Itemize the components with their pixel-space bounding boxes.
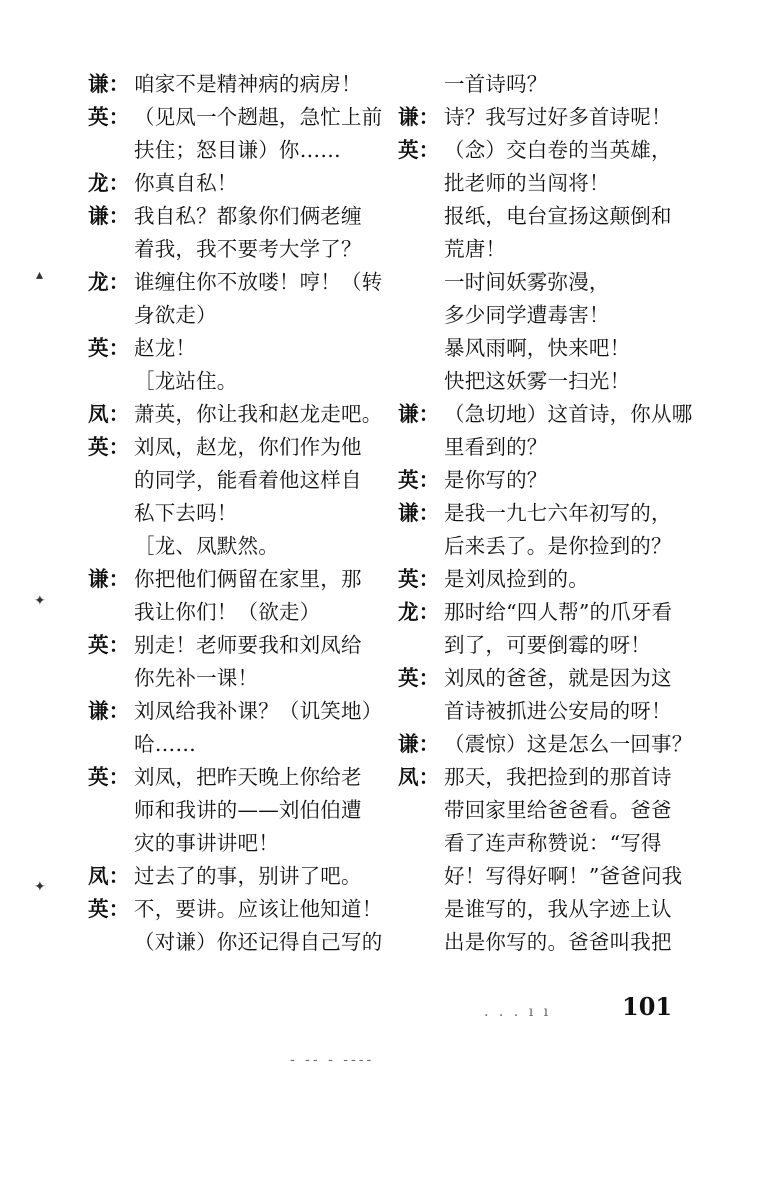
line-text: 着我，我不要考大学了？ <box>134 237 362 261</box>
dialogue-line <box>398 662 698 695</box>
dialogue-line <box>88 794 388 827</box>
margin-mark: ▴ <box>36 267 44 283</box>
speaker-label: 谦： <box>88 699 130 723</box>
speaker-label: 英： <box>88 435 130 459</box>
line-text: 看了连声称赞说：“写得 <box>444 831 662 855</box>
line-text: 你先补一课！ <box>134 666 259 690</box>
line-text: 批老师的当闯将！ <box>444 171 610 195</box>
margin-mark: ✦ <box>34 593 46 609</box>
dialogue-line <box>88 134 388 167</box>
speaker-label: 谦： <box>398 402 440 426</box>
dialogue-line <box>398 926 698 959</box>
line-text: 过去了的事，别讲了吧。 <box>134 864 362 888</box>
line-text: 里看到的？ <box>444 435 548 459</box>
line-text: 扶住；怒目谦）你…… <box>134 138 341 162</box>
speaker-label: 谦： <box>88 72 130 96</box>
dialogue-line <box>88 662 388 695</box>
dialogue-line <box>398 827 698 860</box>
dialogue-line <box>398 233 698 266</box>
line-text: 赵龙！ <box>134 336 197 360</box>
dialogue-line <box>88 398 388 431</box>
line-text: 不，要讲。应该让他知道！ <box>134 897 383 921</box>
dialogue-line <box>398 860 698 893</box>
speaker-label: 龙： <box>398 600 440 624</box>
line-text: 是我一九七六年初写的， <box>444 501 672 525</box>
dialogue-line <box>88 464 388 497</box>
dialogue-line <box>398 728 698 761</box>
line-text: 我让你们！（欲走） <box>134 600 321 624</box>
line-text: 别走！老师要我和刘凤给 <box>134 633 362 657</box>
line-text: 一时间妖雾弥漫， <box>444 270 610 294</box>
dialogue-line <box>398 761 698 794</box>
line-text: 你把他们俩留在家里，那 <box>134 567 362 591</box>
line-text: 谁缠住你不放喽！哼！（转 <box>134 270 383 294</box>
speaker-label: 谦： <box>398 501 440 525</box>
speaker-label: 英： <box>398 567 440 591</box>
line-text: 咱家不是精神病的病房！ <box>134 72 362 96</box>
page-number: 101 <box>622 992 673 1021</box>
line-text: 暴风雨啊，快来吧！ <box>444 336 631 360</box>
line-text: 多少同学遭毒害！ <box>444 303 610 327</box>
speaker-label: 凤： <box>88 864 130 888</box>
dialogue-line <box>398 101 698 134</box>
speaker-label: 英： <box>88 633 130 657</box>
line-text: 到了，可要倒霉的呀！ <box>444 633 651 657</box>
dialogue-line <box>398 266 698 299</box>
line-text: 是谁写的，我从字迹上认 <box>444 897 672 921</box>
dialogue-line <box>398 200 698 233</box>
line-text: 私下去吗！ <box>134 501 238 525</box>
dialogue-line <box>88 926 388 959</box>
dialogue-line <box>88 299 388 332</box>
line-text: 身欲走） <box>134 303 217 327</box>
line-text: 那天，我把捡到的那首诗 <box>444 765 672 789</box>
line-text: 刘凤，赵龙，你们作为他 <box>134 435 362 459</box>
line-text: 刘凤给我补课？（讥笑地） <box>134 699 383 723</box>
dialogue-line <box>398 332 698 365</box>
dialogue-line <box>398 398 698 431</box>
dialogue-line <box>88 332 388 365</box>
line-text: 哈…… <box>134 732 197 756</box>
dialogue-line <box>88 530 388 563</box>
scan-dots: . . . ı ı <box>484 1004 552 1020</box>
line-text: 萧英，你让我和赵龙走吧。 <box>134 402 383 426</box>
speaker-label: 英： <box>88 336 130 360</box>
dialogue-line <box>398 629 698 662</box>
dialogue-line <box>88 497 388 530</box>
dialogue-line <box>88 761 388 794</box>
line-text: 你真自私！ <box>134 171 238 195</box>
dialogue-line <box>398 563 698 596</box>
dialogue-line <box>398 134 698 167</box>
dialogue-line <box>398 596 698 629</box>
line-text: 带回家里给爸爸看。爸爸 <box>444 798 672 822</box>
line-text: 出是你写的。爸爸叫我把 <box>444 930 672 954</box>
line-text: （对谦）你还记得自己写的 <box>134 930 383 954</box>
dialogue-line <box>88 728 388 761</box>
line-text: 刘凤，把昨天晚上你给老 <box>134 765 362 789</box>
speaker-label: 英： <box>398 468 440 492</box>
speaker-label: 英： <box>398 666 440 690</box>
dialogue-line <box>398 893 698 926</box>
dialogue-line <box>398 794 698 827</box>
speaker-label: 凤： <box>398 765 440 789</box>
dialogue-line <box>88 827 388 860</box>
dialogue-line <box>88 266 388 299</box>
dialogue-line <box>398 431 698 464</box>
dialogue-line <box>88 860 388 893</box>
dialogue-line <box>398 68 698 101</box>
line-text: 后来丢了。是你捡到的？ <box>444 534 672 558</box>
speaker-label: 龙： <box>88 270 130 294</box>
dialogue-line <box>398 497 698 530</box>
line-text: 是你写的？ <box>444 468 548 492</box>
dialogue-line <box>398 530 698 563</box>
speaker-label: 谦： <box>398 732 440 756</box>
speaker-label: 英： <box>88 105 130 129</box>
line-text: （震惊）这是怎么一回事？ <box>444 732 693 756</box>
speaker-label: 龙： <box>88 171 130 195</box>
line-text: 荒唐！ <box>444 237 507 261</box>
dialogue-line <box>88 365 388 398</box>
line-text: 诗？我写过好多首诗呢！ <box>444 105 672 129</box>
dialogue-line <box>88 101 388 134</box>
line-text: 师和我讲的——刘伯伯遭 <box>134 798 362 822</box>
line-text: 刘凤的爸爸，就是因为这 <box>444 666 672 690</box>
line-text: 好！写得好啊！”爸爸问我 <box>444 864 683 888</box>
speaker-label: 英： <box>88 897 130 921</box>
speaker-label: 谦： <box>88 204 130 228</box>
line-text: 快把这妖雾一扫光！ <box>444 369 631 393</box>
speaker-label: 谦： <box>398 105 440 129</box>
line-text: 灾的事讲讲吧！ <box>134 831 279 855</box>
dialogue-line <box>398 167 698 200</box>
dialogue-line <box>398 464 698 497</box>
dialogue-line <box>88 629 388 662</box>
dialogue-line <box>398 695 698 728</box>
line-text: 的同学，能看着他这样自 <box>134 468 362 492</box>
speaker-label: 英： <box>398 138 440 162</box>
line-text: 报纸，电台宣扬这颠倒和 <box>444 204 672 228</box>
line-text: ［龙、凤默然。 <box>134 534 279 558</box>
line-text: ［龙站住。 <box>134 369 238 393</box>
dialogue-line <box>88 431 388 464</box>
line-text: 首诗被抓进公安局的呀！ <box>444 699 672 723</box>
line-text: 一首诗吗？ <box>444 72 548 96</box>
line-text: 那时给“四人帮”的爪牙看 <box>444 600 673 624</box>
speaker-label: 英： <box>88 765 130 789</box>
margin-mark: ✦ <box>34 879 46 895</box>
left-column <box>88 68 388 959</box>
speaker-label: 凤： <box>88 402 130 426</box>
dialogue-line <box>88 167 388 200</box>
line-text: （念）交白卷的当英雄， <box>444 138 672 162</box>
dialogue-line <box>398 365 698 398</box>
line-text: 是刘凤捡到的。 <box>444 567 589 591</box>
dialogue-line <box>88 893 388 926</box>
line-text: （急切地）这首诗，你从哪 <box>444 402 693 426</box>
dialogue-line <box>88 563 388 596</box>
line-text: 我自私？都象你们俩老缠 <box>134 204 362 228</box>
dialogue-line <box>88 695 388 728</box>
line-text: （见凤一个趔趄，急忙上前 <box>134 105 383 129</box>
dialogue-line <box>88 596 388 629</box>
dialogue-line <box>88 68 388 101</box>
dialogue-line <box>398 299 698 332</box>
speaker-label: 谦： <box>88 567 130 591</box>
right-column <box>398 68 698 959</box>
dialogue-line <box>88 233 388 266</box>
dialogue-line <box>88 200 388 233</box>
scan-dots: - -- - ---- <box>290 1052 375 1068</box>
